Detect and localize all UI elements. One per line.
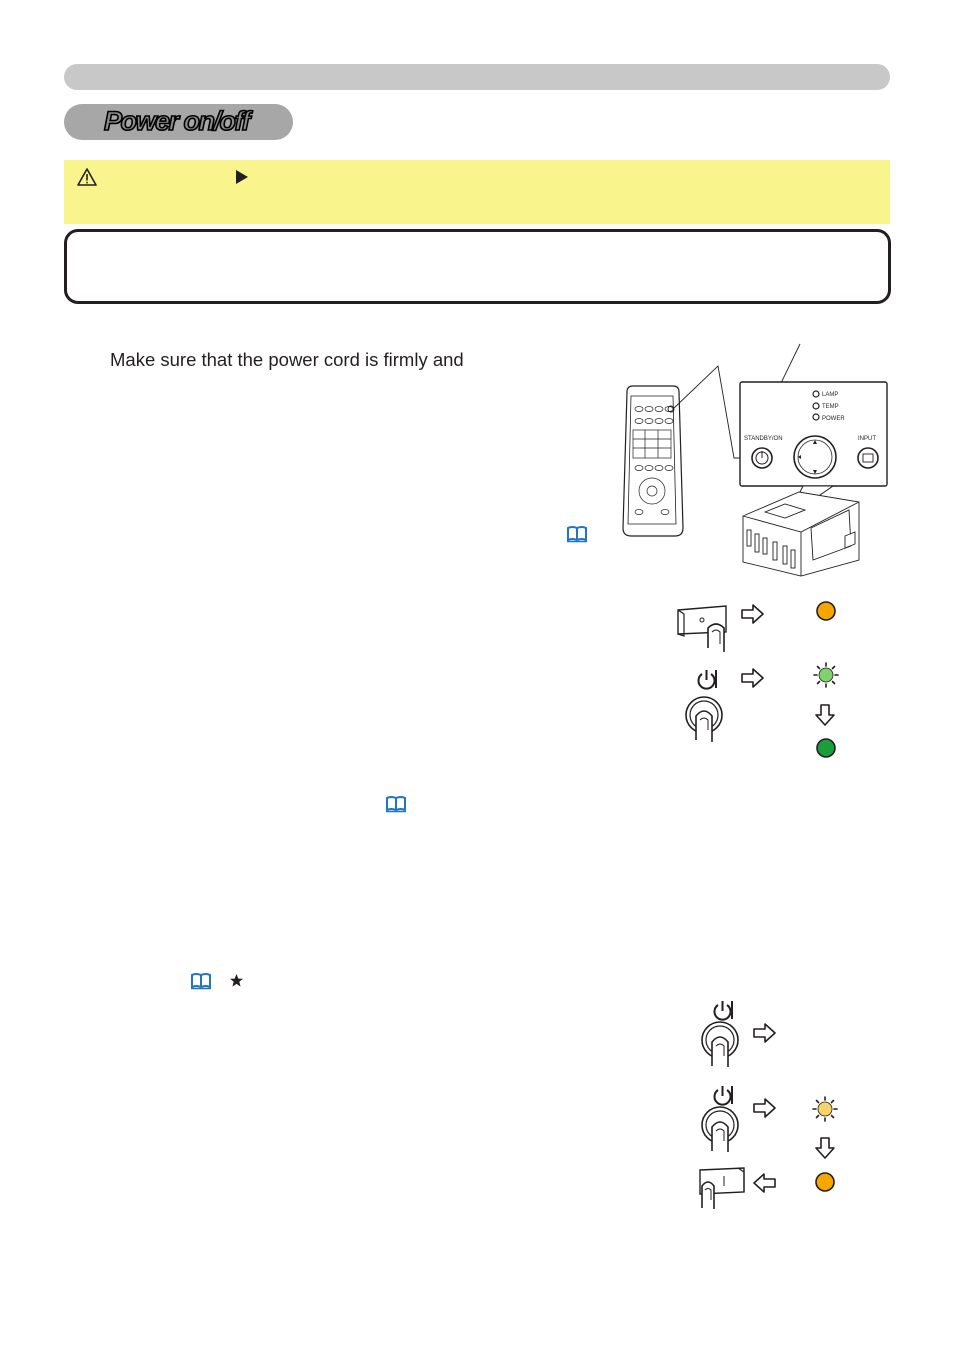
temp-label: TEMP (822, 404, 839, 410)
outline-arrow-right-icon (753, 1098, 777, 1118)
warning-band (64, 160, 890, 224)
lamp-label: LAMP (822, 392, 839, 398)
warning-triangle-icon (77, 168, 97, 186)
outline-arrow-right-icon (741, 668, 765, 688)
standby-symbol-icon (694, 668, 720, 692)
indicator-orange-blink-icon (812, 1096, 838, 1122)
standby-button-press-icon (684, 692, 728, 744)
projector-remote-illustration (615, 340, 895, 585)
header-bar (64, 64, 890, 90)
indicator-green-icon (815, 737, 837, 759)
indicator-orange-icon (814, 1171, 836, 1193)
standby-button-press-icon (698, 1018, 742, 1068)
power-switch-press-icon (696, 1164, 748, 1210)
note-box (64, 229, 891, 304)
reference-book-icon[interactable] (566, 525, 588, 543)
star-icon (229, 973, 244, 988)
projector-icon (743, 492, 859, 576)
outline-arrow-right-icon (753, 1023, 777, 1043)
section-title: Power on/off (104, 106, 250, 136)
outline-arrow-down-icon (815, 704, 835, 726)
power-label: POWER (822, 416, 845, 422)
indicator-orange-icon (815, 600, 837, 622)
outline-arrow-down-icon (815, 1137, 835, 1159)
outline-arrow-right-icon (741, 604, 765, 624)
reference-book-icon[interactable] (190, 972, 212, 990)
step1-text: Make sure that the power cord is firmly and (110, 349, 464, 370)
reference-book-icon[interactable] (385, 795, 407, 813)
standby-button-press-icon (698, 1103, 742, 1153)
input-label: INPUT (858, 436, 876, 442)
standby-label: STANDBY/ON (744, 436, 783, 442)
outline-arrow-left-icon (752, 1173, 776, 1193)
section-title-pill (64, 104, 293, 140)
power-switch-press-icon (670, 598, 730, 654)
indicator-green-blink-icon (813, 662, 839, 688)
right-triangle-arrow-icon (235, 169, 249, 185)
